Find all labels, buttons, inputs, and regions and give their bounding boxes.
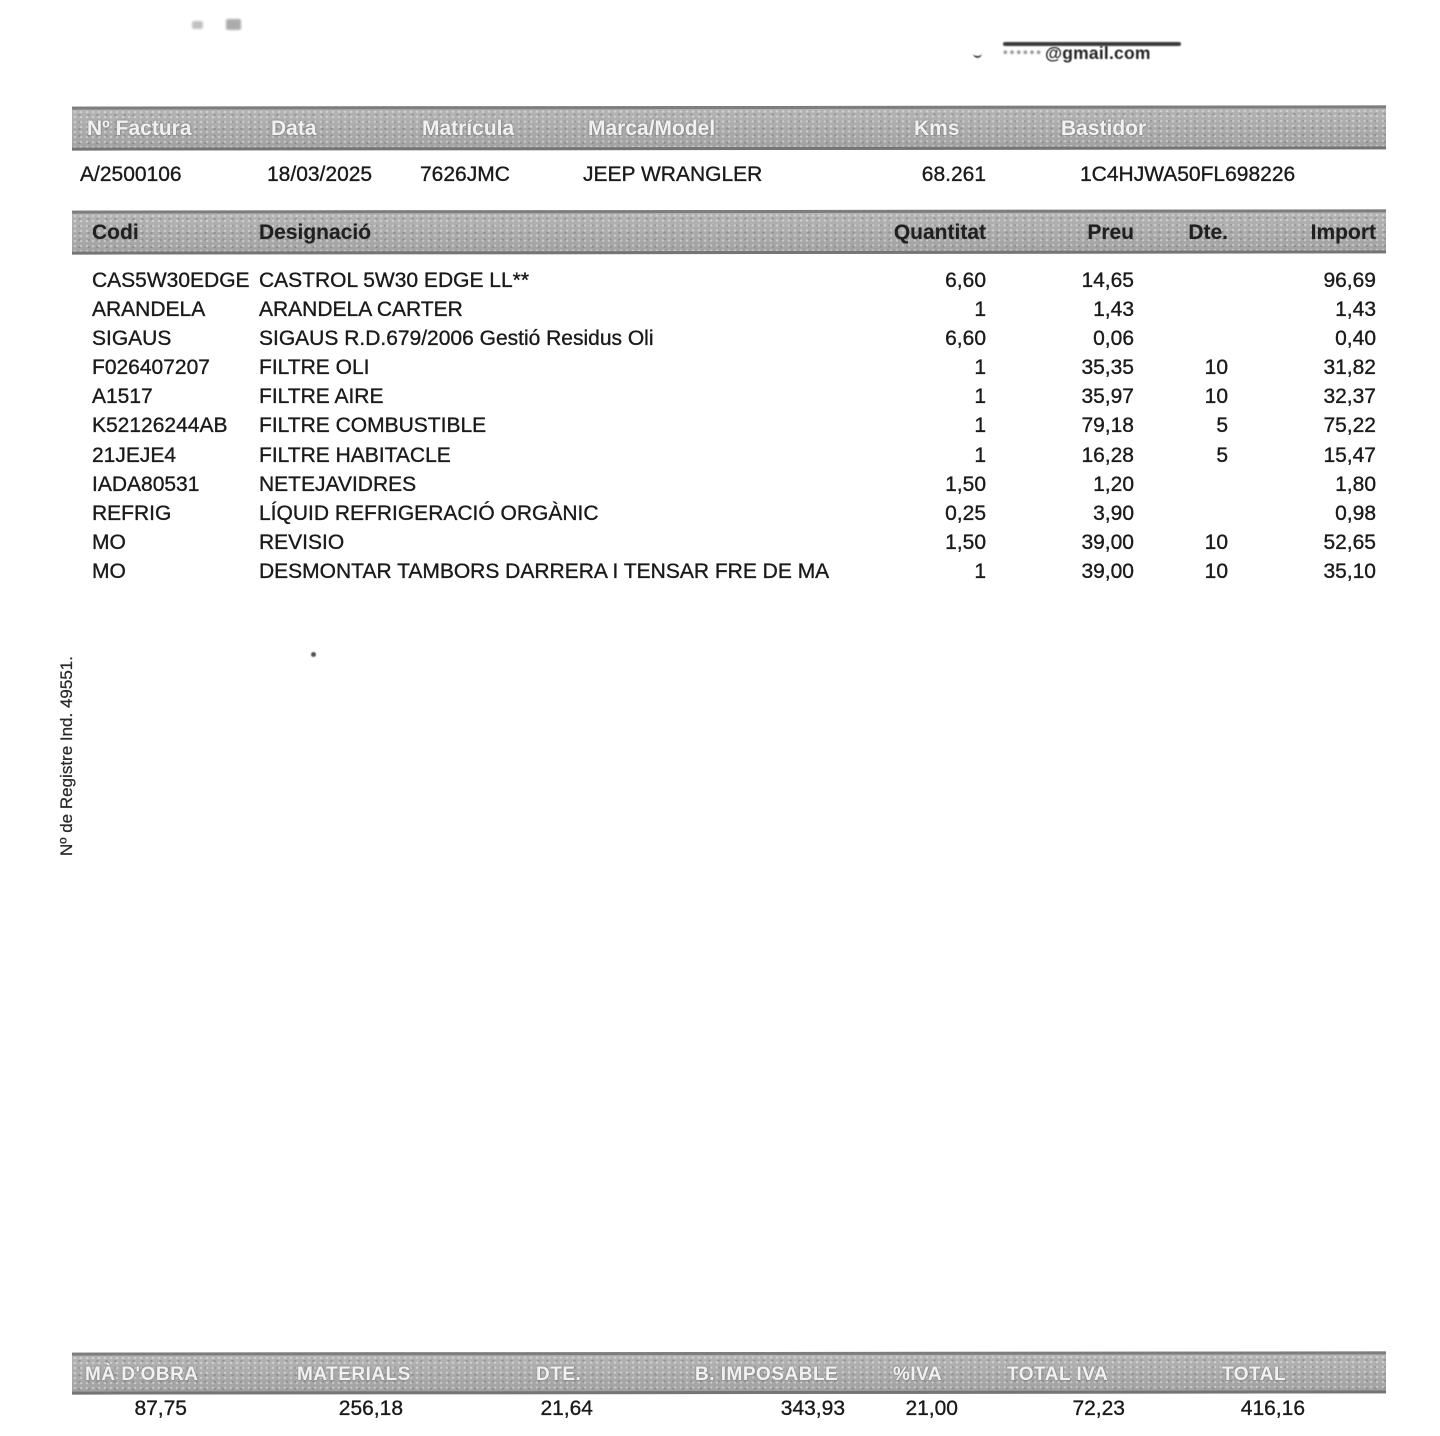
item-designacio: REVISIO — [259, 530, 345, 554]
table-row — [0, 528, 1440, 557]
col-header-preu: Preu — [1087, 221, 1134, 244]
kms-value: 68.261 — [921, 163, 986, 186]
item-designacio: DESMONTAR TAMBORS DARRERA I TENSAR FRE DE MA — [259, 559, 830, 583]
item-import: 96,69 — [1323, 269, 1376, 292]
table-row — [0, 324, 1440, 353]
item-designacio: FILTRE OLI — [259, 356, 370, 380]
totals-values-row — [0, 1394, 1440, 1424]
item-designacio: FILTRE AIRE — [259, 385, 384, 409]
item-designacio: ARANDELA CARTER — [259, 298, 463, 322]
col-header-quantitat: Quantitat — [893, 221, 986, 244]
invoice-number-value: A/2500106 — [80, 163, 182, 186]
col-header-import: Import — [1310, 221, 1376, 244]
table-row — [0, 470, 1440, 499]
total-iva-pct-value: 21,00 — [905, 1397, 958, 1420]
item-codi: F026407207 — [92, 356, 210, 380]
table-row — [0, 441, 1440, 470]
col-header-total-iva: TOTAL IVA — [1007, 1364, 1109, 1385]
email-fragment-block — [965, 38, 1225, 68]
table-row — [0, 382, 1440, 411]
item-dte: 5 — [1216, 414, 1228, 438]
item-dte: 10 — [1204, 530, 1228, 554]
col-header-dte-total: DTE. — [536, 1364, 582, 1385]
item-codi: ARANDELA — [92, 298, 206, 322]
vehicle-values-row — [0, 158, 1440, 192]
item-quantitat: 1 — [974, 443, 986, 467]
item-import: 0,98 — [1335, 501, 1376, 525]
item-codi: 21JEJE4 — [92, 443, 177, 467]
item-quantitat: 1 — [974, 385, 986, 409]
vehicle-table-header-bar — [72, 105, 1386, 150]
table-row — [0, 266, 1440, 295]
item-quantitat: 0,25 — [945, 501, 986, 525]
make-model-value: JEEP WRANGLER — [583, 163, 763, 186]
item-preu: 14,65 — [1081, 269, 1134, 292]
col-header-matricula: Matrícula — [422, 117, 515, 140]
item-designacio: FILTRE COMBUSTIBLE — [259, 414, 487, 438]
invoice-date-value: 18/03/2025 — [267, 163, 373, 186]
col-header-data: Data — [271, 117, 317, 140]
item-codi: MO — [92, 530, 126, 554]
item-designacio: CASTROL 5W30 EDGE LL** — [259, 269, 529, 292]
scan-dot — [311, 652, 316, 657]
item-import: 35,10 — [1323, 559, 1376, 583]
col-header-b-imposable: B. IMPOSABLE — [695, 1364, 839, 1385]
illegible-text: ······ — [1003, 43, 1043, 62]
item-codi: REFRIG — [92, 501, 172, 525]
item-designacio: SIGAUS R.D.679/2006 Gestió Residus Oli — [259, 327, 654, 351]
item-import: 15,47 — [1323, 443, 1376, 467]
items-rows — [0, 266, 1440, 586]
col-header-kms: Kms — [914, 117, 960, 140]
item-dte: 5 — [1216, 443, 1228, 467]
col-header-bastidor: Bastidor — [1061, 117, 1147, 140]
pen-mark — [973, 52, 982, 58]
item-import: 0,40 — [1335, 327, 1376, 351]
item-quantitat: 6,60 — [945, 327, 986, 351]
item-preu: 35,35 — [1081, 356, 1134, 380]
item-import: 75,22 — [1323, 414, 1376, 438]
item-preu: 39,00 — [1081, 559, 1134, 583]
item-preu: 0,06 — [1093, 327, 1134, 351]
item-quantitat: 1,50 — [945, 530, 986, 554]
vin-value: 1C4HJWA50FL698226 — [1080, 163, 1296, 186]
item-dte: 10 — [1204, 385, 1228, 409]
item-import: 52,65 — [1323, 530, 1376, 554]
total-dte-value: 21,64 — [540, 1397, 593, 1420]
table-row — [0, 499, 1440, 528]
total-ma-dobra-value: 87,75 — [134, 1397, 187, 1420]
col-header-factura: Nº Factura — [87, 117, 192, 140]
item-quantitat: 1 — [974, 356, 986, 380]
table-row — [0, 411, 1440, 440]
col-header-codi: Codi — [92, 221, 139, 244]
item-preu: 79,18 — [1081, 414, 1134, 438]
item-dte: 10 — [1204, 356, 1228, 380]
plate-value: 7626JMC — [420, 163, 510, 186]
item-codi: K52126244AB — [92, 414, 228, 438]
item-designacio: NETEJAVIDRES — [259, 472, 417, 496]
item-preu: 39,00 — [1081, 530, 1134, 554]
item-preu: 1,20 — [1093, 472, 1134, 496]
col-header-iva-pct: %IVA — [893, 1364, 943, 1385]
table-row — [0, 557, 1440, 586]
item-designacio: LÍQUID REFRIGERACIÓ ORGÀNIC — [259, 501, 599, 525]
item-preu: 16,28 — [1081, 443, 1134, 467]
table-row — [0, 353, 1440, 382]
item-import: 31,82 — [1323, 356, 1376, 380]
email-text: @gmail.com — [1045, 43, 1151, 63]
item-preu: 3,90 — [1093, 501, 1134, 525]
col-header-ma-dobra: MÀ D'OBRA — [85, 1364, 199, 1385]
scan-smudge — [226, 19, 241, 30]
total-b-imposable-value: 343,93 — [780, 1397, 845, 1420]
table-row — [0, 295, 1440, 324]
item-quantitat: 1 — [974, 414, 986, 438]
item-preu: 1,43 — [1093, 298, 1134, 322]
col-header-dte: Dte. — [1188, 221, 1228, 244]
item-codi: MO — [92, 559, 126, 583]
item-codi: A1517 — [92, 385, 153, 409]
registre-ind-label: Nº de Registre Ind. 49551. — [57, 656, 76, 856]
item-import: 1,43 — [1335, 298, 1376, 322]
total-iva-value: 72,23 — [1072, 1397, 1125, 1420]
item-preu: 35,97 — [1081, 385, 1134, 409]
item-dte: 10 — [1204, 559, 1228, 583]
col-header-designacio: Designació — [259, 221, 372, 244]
item-designacio: FILTRE HABITACLE — [259, 443, 451, 467]
col-header-marca-model: Marca/Model — [588, 117, 716, 140]
col-header-materials: MATERIALS — [297, 1364, 411, 1385]
col-header-total: TOTAL — [1222, 1364, 1287, 1385]
total-materials-value: 256,18 — [338, 1397, 403, 1420]
scan-smudge — [192, 21, 203, 29]
item-codi: SIGAUS — [92, 327, 172, 351]
item-import: 1,80 — [1335, 472, 1376, 496]
item-quantitat: 1,50 — [945, 472, 986, 496]
item-codi: CAS5W30EDGE — [92, 269, 250, 292]
total-value: 416,16 — [1240, 1397, 1305, 1420]
item-codi: IADA80531 — [92, 472, 200, 496]
item-quantitat: 1 — [974, 298, 986, 322]
item-import: 32,37 — [1323, 385, 1376, 409]
item-quantitat: 1 — [974, 559, 986, 583]
item-quantitat: 6,60 — [945, 269, 986, 292]
